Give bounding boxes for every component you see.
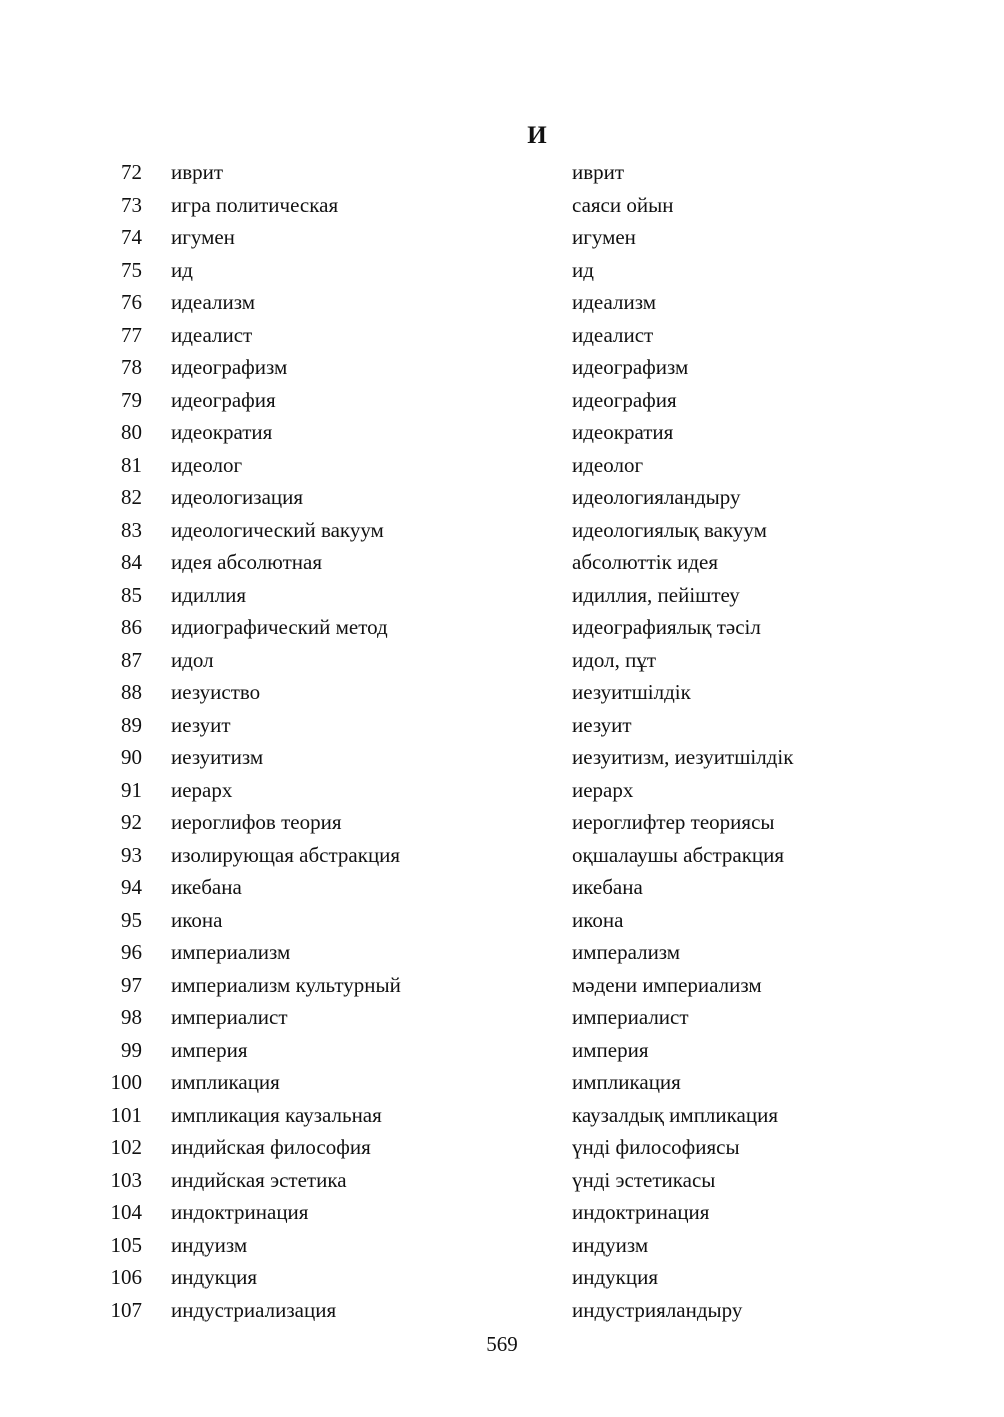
kazakh-term: идеологиялық вакуум bbox=[572, 517, 767, 542]
russian-term: индуизм bbox=[171, 1232, 248, 1257]
russian-term: империализм культурный bbox=[171, 972, 401, 997]
entry-number: 95 bbox=[121, 907, 142, 932]
kazakh-term: индуизм bbox=[572, 1232, 649, 1257]
glossary-row bbox=[0, 384, 1004, 417]
glossary-entries bbox=[0, 156, 1004, 1326]
entry-number: 81 bbox=[121, 452, 142, 477]
kazakh-term: иезуитизм, иезуитшілдік bbox=[572, 745, 794, 769]
entry-number: 87 bbox=[121, 647, 142, 672]
russian-term: иезуитизм bbox=[171, 745, 264, 769]
entry-number: 73 bbox=[121, 192, 142, 217]
kazakh-term: иезуитшілдік bbox=[572, 680, 691, 704]
russian-term: иврит bbox=[171, 160, 224, 184]
glossary-row bbox=[0, 221, 1004, 254]
russian-term: идеократия bbox=[171, 420, 273, 444]
kazakh-term: империя bbox=[572, 1037, 649, 1062]
entry-number: 101 bbox=[110, 1102, 142, 1127]
kazakh-term: саяси ойын bbox=[572, 192, 674, 217]
glossary-row bbox=[0, 936, 1004, 969]
entry-number: 78 bbox=[121, 355, 142, 379]
entry-number: 83 bbox=[121, 517, 142, 542]
russian-term: иерарх bbox=[171, 777, 233, 802]
russian-term: идеографизм bbox=[171, 355, 288, 379]
russian-term: идеологический вакуум bbox=[171, 517, 384, 542]
entry-number: 82 bbox=[121, 485, 142, 509]
entry-number: 86 bbox=[121, 615, 142, 639]
kazakh-term: икона bbox=[572, 907, 624, 932]
russian-term: импликация каузальная bbox=[171, 1102, 382, 1127]
glossary-row bbox=[0, 1164, 1004, 1197]
kazakh-term: имперализм bbox=[572, 940, 681, 964]
russian-term: идиографический метод bbox=[171, 615, 388, 639]
entry-number: 90 bbox=[121, 745, 142, 769]
kazakh-term: иерарх bbox=[572, 777, 634, 802]
kazakh-term: каузалдық импликация bbox=[572, 1102, 778, 1127]
entry-number: 93 bbox=[121, 842, 142, 867]
entry-number: 104 bbox=[110, 1200, 142, 1224]
entry-number: 72 bbox=[121, 160, 142, 184]
kazakh-term: ид bbox=[572, 257, 594, 282]
glossary-row bbox=[0, 871, 1004, 904]
glossary-row bbox=[0, 1294, 1004, 1327]
kazakh-term: абсолюттік идея bbox=[572, 550, 718, 574]
entry-number: 79 bbox=[121, 387, 142, 412]
russian-term: игра политическая bbox=[171, 192, 339, 217]
entry-number: 99 bbox=[121, 1037, 142, 1062]
entry-number: 103 bbox=[110, 1167, 142, 1192]
kazakh-term: идеалист bbox=[572, 322, 654, 347]
entry-number: 85 bbox=[121, 582, 142, 607]
glossary-row bbox=[0, 254, 1004, 287]
entry-number: 94 bbox=[121, 875, 142, 899]
kazakh-term: мәдени империализм bbox=[572, 972, 762, 997]
russian-term: идеалист bbox=[171, 322, 253, 347]
glossary-row bbox=[0, 1001, 1004, 1034]
russian-term: идиллия bbox=[171, 582, 247, 607]
glossary-row bbox=[0, 806, 1004, 839]
glossary-row bbox=[0, 709, 1004, 742]
kazakh-term: идол, пұт bbox=[572, 647, 657, 672]
russian-term: изолирующая абстракция bbox=[171, 842, 401, 867]
kazakh-term: идеократия bbox=[572, 420, 674, 444]
glossary-row bbox=[0, 416, 1004, 449]
russian-term: идеолог bbox=[171, 452, 243, 477]
section-letter-heading: И bbox=[527, 122, 547, 149]
glossary-row bbox=[0, 969, 1004, 1002]
glossary-row bbox=[0, 1034, 1004, 1067]
glossary-row bbox=[0, 1066, 1004, 1099]
russian-term: икона bbox=[171, 907, 223, 932]
kazakh-term: идеография bbox=[572, 387, 677, 412]
russian-term: иезуиство bbox=[171, 680, 261, 704]
entry-number: 76 bbox=[121, 290, 142, 314]
russian-term: идея абсолютная bbox=[171, 550, 322, 574]
kazakh-term: идеологияландыру bbox=[572, 485, 741, 509]
entry-number: 105 bbox=[110, 1232, 142, 1257]
entry-number: 75 bbox=[121, 257, 142, 282]
glossary-row bbox=[0, 319, 1004, 352]
entry-number: 102 bbox=[110, 1135, 142, 1159]
glossary-row bbox=[0, 481, 1004, 514]
entry-number: 98 bbox=[121, 1005, 142, 1029]
kazakh-term: иероглифтер теориясы bbox=[572, 810, 775, 834]
kazakh-term: иврит bbox=[572, 160, 625, 184]
glossary-row bbox=[0, 546, 1004, 579]
russian-term: империалист bbox=[171, 1005, 288, 1029]
entry-number: 80 bbox=[121, 420, 142, 444]
entry-number: 97 bbox=[121, 972, 142, 997]
kazakh-term: идиллия, пейіштеу bbox=[572, 582, 740, 607]
kazakh-term: үнді эстетикасы bbox=[572, 1167, 716, 1192]
russian-term: иезуит bbox=[171, 712, 231, 737]
russian-term: игумен bbox=[171, 225, 235, 249]
russian-term: идеография bbox=[171, 387, 276, 412]
kazakh-term: идеографиялық тәсіл bbox=[572, 615, 761, 639]
glossary-row bbox=[0, 189, 1004, 222]
entry-number: 91 bbox=[121, 777, 142, 802]
kazakh-term: идеализм bbox=[572, 290, 657, 314]
glossary-row bbox=[0, 514, 1004, 547]
kazakh-term: икебана bbox=[572, 875, 643, 899]
kazakh-term: идеолог bbox=[572, 452, 644, 477]
kazakh-term: индоктринация bbox=[572, 1200, 710, 1224]
entry-number: 107 bbox=[110, 1297, 142, 1322]
russian-term: индустриализация bbox=[171, 1297, 337, 1322]
glossary-row bbox=[0, 1099, 1004, 1132]
entry-number: 89 bbox=[121, 712, 142, 737]
glossary-row bbox=[0, 904, 1004, 937]
russian-term: индукция bbox=[171, 1265, 257, 1289]
glossary-row bbox=[0, 676, 1004, 709]
russian-term: идол bbox=[171, 647, 214, 672]
russian-term: импликация bbox=[171, 1070, 280, 1094]
glossary-row bbox=[0, 1131, 1004, 1164]
russian-term: индийская эстетика bbox=[171, 1167, 347, 1192]
glossary-row bbox=[0, 286, 1004, 319]
russian-term: ид bbox=[171, 257, 193, 282]
glossary-row bbox=[0, 1229, 1004, 1262]
glossary-row bbox=[0, 839, 1004, 872]
entry-number: 92 bbox=[121, 810, 142, 834]
russian-term: иероглифов теория bbox=[171, 810, 342, 834]
kazakh-term: оқшалаушы абстракция bbox=[572, 842, 785, 867]
russian-term: идеализм bbox=[171, 290, 256, 314]
kazakh-term: үнді философиясы bbox=[572, 1135, 740, 1159]
russian-term: империализм bbox=[171, 940, 291, 964]
glossary-row bbox=[0, 449, 1004, 482]
glossary-row bbox=[0, 741, 1004, 774]
entry-number: 88 bbox=[121, 680, 142, 704]
glossary-row bbox=[0, 1196, 1004, 1229]
entry-number: 84 bbox=[121, 550, 142, 574]
kazakh-term: империалист bbox=[572, 1005, 689, 1029]
kazakh-term: иезуит bbox=[572, 712, 632, 737]
entry-number: 96 bbox=[121, 940, 142, 964]
russian-term: индоктринация bbox=[171, 1200, 309, 1224]
russian-term: индийская философия bbox=[171, 1135, 371, 1159]
kazakh-term: индукция bbox=[572, 1265, 658, 1289]
kazakh-term: индустрияландыру bbox=[572, 1297, 743, 1322]
glossary-row bbox=[0, 156, 1004, 189]
glossary-row bbox=[0, 579, 1004, 612]
russian-term: идеологизация bbox=[171, 485, 304, 509]
glossary-row bbox=[0, 611, 1004, 644]
kazakh-term: игумен bbox=[572, 225, 636, 249]
glossary-row bbox=[0, 644, 1004, 677]
entry-number: 74 bbox=[121, 225, 142, 249]
kazakh-term: импликация bbox=[572, 1070, 681, 1094]
russian-term: империя bbox=[171, 1037, 248, 1062]
page-number: 569 bbox=[486, 1332, 518, 1356]
entry-number: 77 bbox=[121, 322, 142, 347]
entry-number: 100 bbox=[110, 1070, 142, 1094]
glossary-row bbox=[0, 351, 1004, 384]
kazakh-term: идеографизм bbox=[572, 355, 689, 379]
glossary-row bbox=[0, 774, 1004, 807]
entry-number: 106 bbox=[110, 1265, 142, 1289]
glossary-row bbox=[0, 1261, 1004, 1294]
russian-term: икебана bbox=[171, 875, 242, 899]
